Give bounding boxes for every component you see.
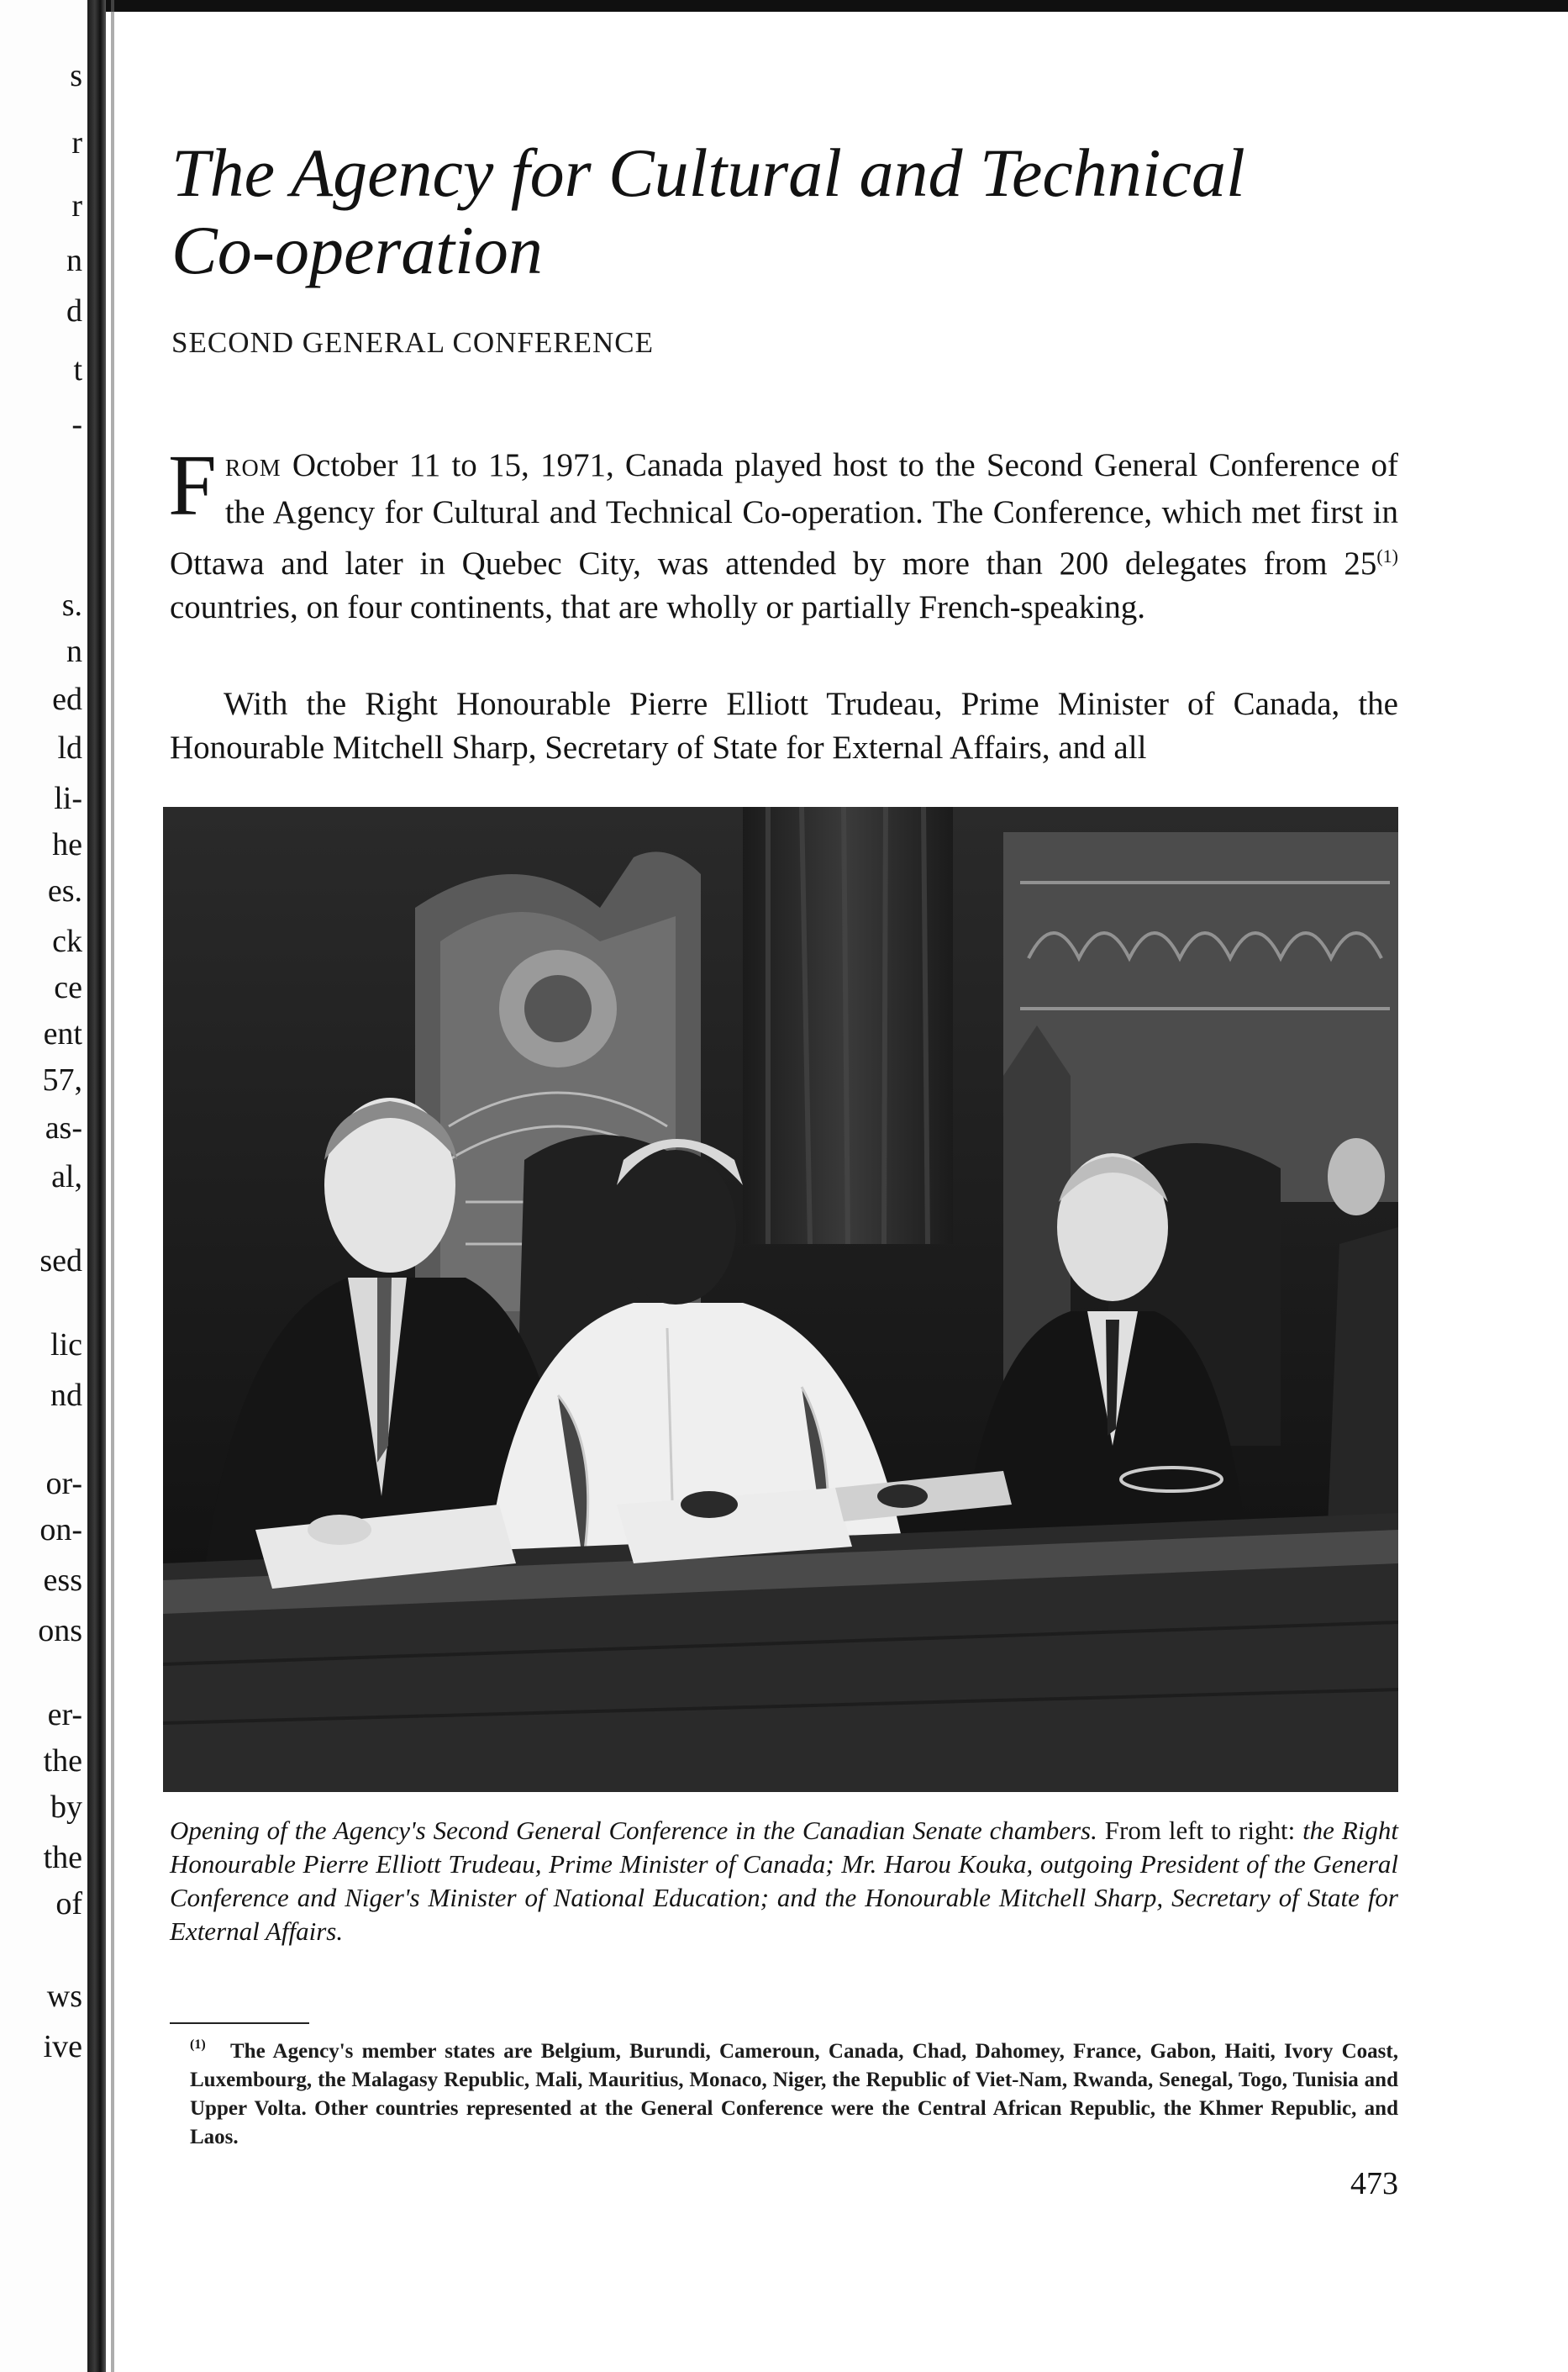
- previous-page-fragment: n: [66, 634, 82, 669]
- previous-page-fragment: the: [43, 1840, 82, 1875]
- drop-cap: F: [168, 437, 217, 534]
- previous-page-fragment: s.: [61, 588, 82, 623]
- article-title: [171, 134, 1398, 289]
- previous-page-fragment: by: [50, 1790, 82, 1825]
- previous-page-edge-text: [0, 0, 87, 2372]
- previous-page-fragment: s: [70, 58, 82, 93]
- title-line-2: Co-operation: [171, 212, 543, 288]
- previous-page-fragment: ws: [46, 1979, 82, 2014]
- previous-page-fragment: ons: [38, 1613, 82, 1648]
- previous-page-fragment: li-: [54, 781, 82, 816]
- previous-page-fragment: 57,: [42, 1062, 82, 1098]
- page-number: 473: [1350, 2166, 1398, 2201]
- previous-page-fragment: er-: [47, 1697, 82, 1732]
- previous-page-fragment: of: [55, 1886, 82, 1921]
- previous-page-fragment: on-: [39, 1512, 82, 1547]
- caption-names: the Right Honourable Pierre Elliott Trudeau, Prime Minister of Canada; Mr. Harou Kouka, outgoing President of the General Conference and Niger's Minister of National Education; and the Honourable Mitchell Sharp, Secretary of State for External Affairs.: [170, 1816, 1398, 1946]
- previous-page-fragment: lic: [50, 1327, 82, 1363]
- previous-page-fragment: the: [43, 1743, 82, 1779]
- footnote-marker: (1): [190, 2037, 206, 2052]
- previous-page-fragment: sed: [39, 1243, 82, 1278]
- caption-lead: Opening of the Agency's Second General Conference in the Canadian Senate chambers.: [170, 1816, 1097, 1845]
- previous-page-fragment: -: [71, 407, 82, 442]
- previous-page-fragment: r: [71, 188, 82, 224]
- photo-illustration: [163, 807, 1398, 1792]
- previous-page-fragment: d: [66, 293, 82, 329]
- previous-page-fragment: ce: [54, 970, 82, 1005]
- small-caps-word: ROM: [224, 456, 282, 482]
- book-gutter-line: [111, 0, 114, 2372]
- second-paragraph: With the Right Honourable Pierre Elliott Trudeau, Prime Minister of Canada, the Honourable Mitchell Sharp, Secretary of State for External Affairs, and all: [170, 686, 1398, 766]
- caption-from-left: From left to right:: [1104, 1816, 1296, 1845]
- previous-page-fragment: ive: [43, 2029, 82, 2064]
- previous-page-fragment: ck: [52, 924, 82, 959]
- footnote-text: The Agency's member states are Belgium, Burundi, Cameroun, Canada, Chad, Dahomey, France, Gabon, Haiti, Ivory Coast, Luxembourg, the Malagasy Republic, Mali, Mauritius, Monaco, Niger, the Republic of Viet-Nam, Rwanda, Senegal, Togo, Tunisia and Upper Volta. Other countries represented at the General Conference were the Central African Republic, the Khmer Republic, and Laos.: [190, 2040, 1398, 2148]
- footnote-reference: (1): [1376, 546, 1398, 567]
- previous-page-fragment: nd: [50, 1378, 82, 1413]
- previous-page-fragment: or-: [45, 1466, 82, 1501]
- conference-photo: [163, 807, 1398, 1792]
- previous-page-fragment: ent: [43, 1016, 82, 1052]
- opening-paragraph: [168, 437, 1398, 630]
- previous-page-fragment: as-: [45, 1110, 82, 1146]
- footnote-separator: [170, 2022, 309, 2024]
- previous-page-fragment: al,: [51, 1159, 82, 1194]
- previous-page-fragment: r: [71, 125, 82, 161]
- book-gutter-shadow: [87, 0, 106, 2372]
- previous-page-fragment: t: [73, 352, 82, 387]
- previous-page-fragment: ed: [52, 682, 82, 717]
- previous-page-fragment: ess: [43, 1563, 82, 1598]
- photo-caption: [170, 1814, 1398, 1948]
- previous-page-fragment: ld: [57, 730, 82, 766]
- scan-top-edge: [0, 0, 1568, 12]
- paragraph-text: October 11 to 15, 1971, Canada played host to the Second General Conference of the Agency for Cultural and Technical Co-operation. The Conference, which met first in Ottawa and later in Quebec City, was attended by more than 200 delegates from 25: [170, 447, 1398, 582]
- previous-page-fragment: es.: [47, 873, 82, 909]
- paragraph-text-continued: countries, on four continents, that are wholly or partially French-speaking.: [170, 589, 1146, 625]
- previous-page-fragment: he: [52, 827, 82, 862]
- previous-page-fragment: n: [66, 243, 82, 278]
- title-line-1: The Agency for Cultural and Technical: [171, 134, 1245, 211]
- section-heading: SECOND GENERAL CONFERENCE: [171, 326, 654, 359]
